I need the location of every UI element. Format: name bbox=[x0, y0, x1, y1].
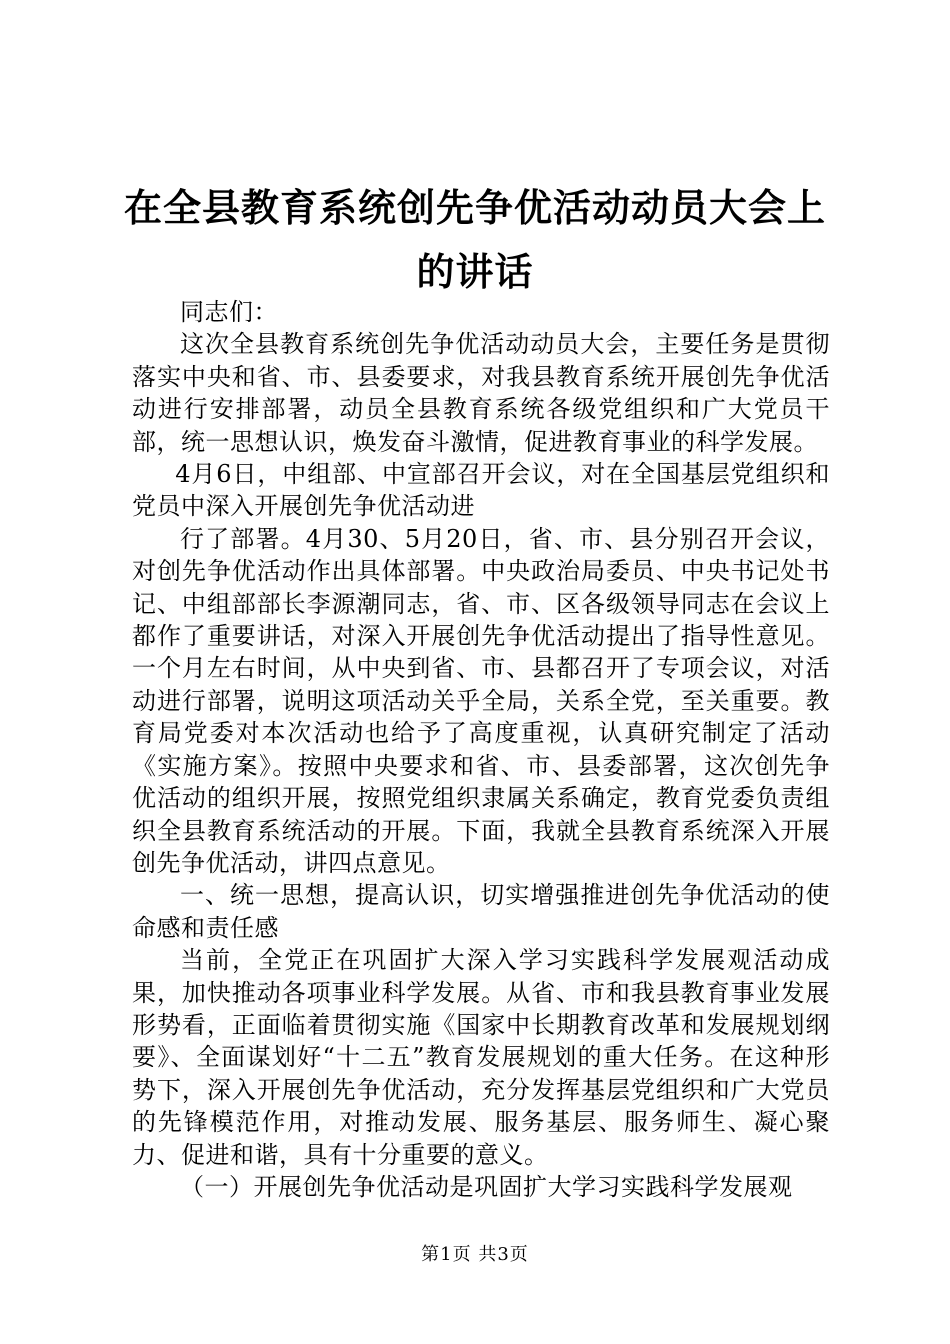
section-heading-1: 一、统一思想，提高认识，切实增强推进创先争优活动的使命感和责任感 bbox=[132, 881, 830, 942]
paragraph-intro: 这次全县教育系统创先争优活动动员大会，主要任务是贯彻落实中央和省、市、县委要求，对我县教育系统开展创先争优活动进行安排部署，动员全县教育系统各级党组织和广大党员干部，统一思想认识，焕发奋斗激情，促进教育事业的科学发展。 bbox=[132, 330, 830, 456]
paragraph-meeting-date: 4月6日，中组部、中宣部召开会议，对在全国基层党组织和党员中深入开展创先争优活动进 bbox=[132, 460, 830, 521]
paragraph-current-situation: 当前，全党正在巩固扩大深入学习实践科学发展观活动成果，加快推动各项事业科学发展。从省、市和我县教育事业发展形势看，正面临着贯彻实施《国家中长期教育改革和发展规划纲要》、全面谋划好“十二五”教育发展规划的重大任务。在这种形势下，深入开展创先争优活动，充分发挥基层党组织和广大党员的先锋模范作用，对推动发展、服务基层、服务师生、凝心聚力、促进和谐，具有十分重要的意义。 bbox=[132, 946, 830, 1169]
paragraph-deployment: 行了部署。4月30、5月20日，省、市、县分别召开会议，对创先争优活动作出具体部署。中央政治局委员、中央书记处书记、中组部部长李源潮同志，省、市、区各级领导同志在会议上都作了重要讲话，对深入开展创先争优活动提出了指导性意见。一个月左右时间，从中央到省、市、县都召开了专项会议，对活动进行部署，说明这项活动关乎全局，关系全党，至关重要。教育局党委对本次活动也给予了高度重视，认真研究制定了活动《实施方案》。按照中央要求和省、市、县委部署，这次创先争优活动的组织开展，按照党组织隶属关系确定，教育党委负责组织全县教育系统活动的开展。下面，我就全县教育系统深入开展创先争优活动，讲四点意见。 bbox=[132, 524, 830, 877]
document-body bbox=[132, 296, 830, 1203]
document-title: 在全县教育系统创先争优活动动员大会上的讲话 bbox=[123, 185, 826, 294]
page-footer: 第1页 共3页 bbox=[421, 1244, 529, 1265]
paragraph-salutation: 同志们： bbox=[180, 298, 278, 326]
subsection-heading-1: （一）开展创先争优活动是巩固扩大学习实践科学发展观 bbox=[180, 1172, 793, 1201]
